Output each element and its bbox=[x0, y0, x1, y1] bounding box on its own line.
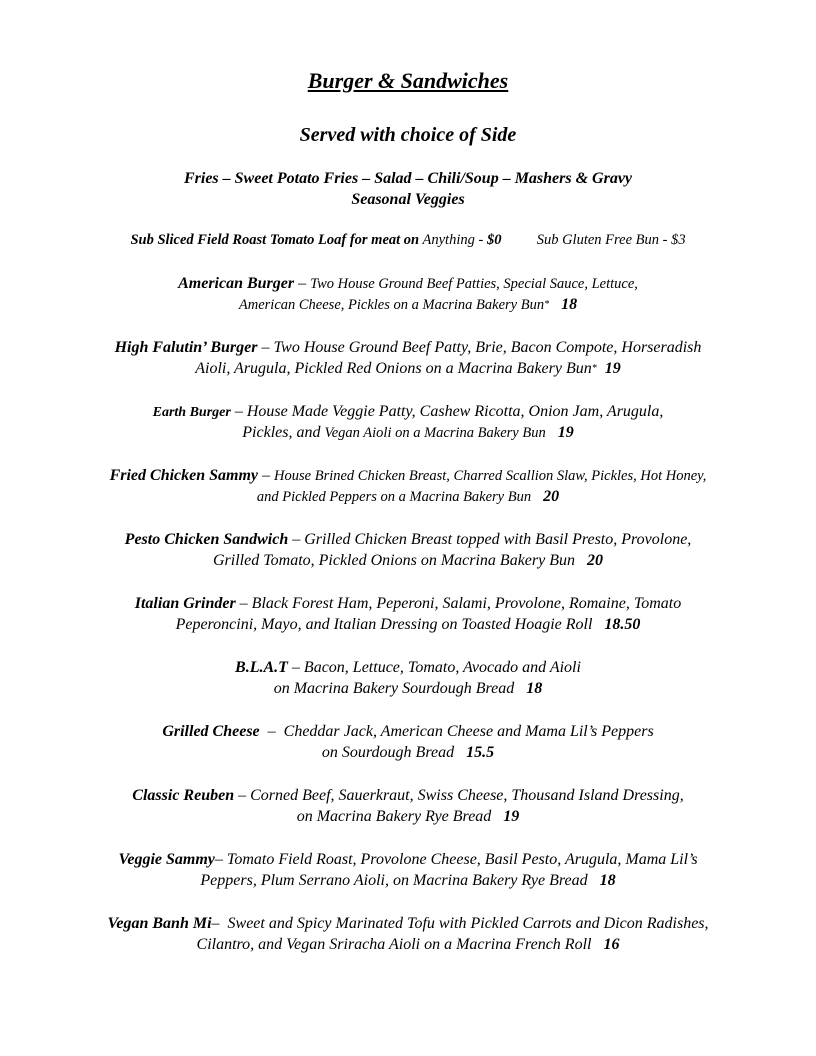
item-price: 19 bbox=[557, 424, 574, 441]
loaf-sub-anything: Anything bbox=[422, 232, 475, 248]
menu-item-blat-line-2 bbox=[0, 680, 816, 698]
page-title: Burger & Sandwiches bbox=[307, 68, 509, 93]
item-separator: – bbox=[287, 659, 304, 676]
item-description: Cheddar Jack, American Cheese and Mama Lil’s Peppers bbox=[283, 723, 654, 740]
item-description: Sweet and Spicy Marinated Tofu with Pickled Carrots and Dicon Radishes, bbox=[227, 915, 709, 932]
item-description: Two House Ground Beef Patties, Special Sauce, Lettuce, bbox=[310, 276, 638, 292]
item-name: Pesto Chicken Sandwich bbox=[124, 531, 289, 548]
item-price: 20 bbox=[543, 488, 560, 505]
menu-item-pesto-chicken-sandwich bbox=[0, 531, 816, 549]
menu-item-vegan-banh-mi bbox=[0, 915, 816, 933]
menu-item-earth-burger bbox=[0, 403, 816, 421]
menu-item-american-burger bbox=[0, 275, 816, 293]
item-separator: – bbox=[288, 531, 305, 548]
menu-item-grilled-cheese-line-2 bbox=[0, 744, 816, 762]
menu-item-fried-chicken-sammy-line-2 bbox=[0, 488, 816, 506]
menu-item-classic-reuben-line-2 bbox=[0, 808, 816, 826]
menu-item-high-falutin-burger bbox=[0, 339, 816, 357]
menu-item-blat bbox=[0, 659, 816, 677]
menu-item-high-falutin-burger-line-2 bbox=[0, 360, 816, 378]
item-separator: – bbox=[257, 339, 274, 356]
item-separator: – bbox=[259, 723, 284, 740]
item-name: Fried Chicken Sammy bbox=[109, 467, 259, 484]
item-price: 18.50 bbox=[604, 616, 641, 633]
item-description: Aioli, Arugula, Pickled Red Onions on a Macrina Bakery Bun bbox=[195, 360, 592, 377]
item-description: House Brined Chicken Breast, Charred Scallion Slaw, Pickles, Hot Honey, bbox=[274, 468, 707, 484]
item-description: Cilantro, and Vegan Sriracha Aioli on a Macrina French Roll bbox=[196, 936, 592, 953]
item-price: 20 bbox=[587, 552, 604, 569]
item-price: 19 bbox=[604, 360, 621, 377]
item-description: Tomato Field Roast, Provolone Cheese, Basil Pesto, Arugula, Mama Lil’s bbox=[226, 851, 698, 868]
item-separator: – bbox=[294, 275, 311, 292]
item-description: Bacon, Lettuce, Tomato, Avocado and Aioli bbox=[303, 659, 581, 676]
item-separator: – bbox=[211, 915, 228, 932]
item-name: Veggie Sammy bbox=[118, 851, 215, 868]
menu-item-vegan-banh-mi-line-2 bbox=[0, 936, 816, 954]
menu-item-veggie-sammy bbox=[0, 851, 816, 869]
item-description: Peppers, Plum Serrano Aioli, on Macrina Bakery Rye Bread bbox=[200, 872, 588, 889]
page-subtitle: Served with choice of Side bbox=[299, 124, 517, 146]
item-name: Vegan Banh Mi bbox=[107, 915, 212, 932]
menu-item-pesto-chicken-sandwich-line-2 bbox=[0, 552, 816, 570]
item-description: Pickles, and bbox=[242, 424, 325, 441]
gluten-free-sub-label: Sub Gluten Free Bun - $ bbox=[536, 232, 679, 248]
menu-item-veggie-sammy-line-2 bbox=[0, 872, 816, 890]
menu-item-italian-grinder bbox=[0, 595, 816, 613]
item-price: 15.5 bbox=[466, 744, 495, 761]
gluten-free-sub-price: 3 bbox=[678, 232, 686, 248]
item-description: on Sourdough Bread bbox=[321, 744, 455, 761]
item-price: 18 bbox=[599, 872, 616, 889]
item-name: Earth Burger bbox=[152, 405, 231, 420]
item-name: Classic Reuben bbox=[132, 787, 235, 804]
loaf-sub-dash: - bbox=[474, 232, 487, 248]
item-description: House Made Veggie Patty, Cashew Ricotta, Onion Jam, Arugula, bbox=[246, 403, 664, 420]
item-price: 18 bbox=[526, 680, 543, 697]
item-asterisk: * bbox=[591, 363, 597, 374]
item-separator: – bbox=[235, 595, 252, 612]
item-description: on Macrina Bakery Sourdough Bread bbox=[273, 680, 515, 697]
substitution-note bbox=[0, 232, 816, 249]
item-description: Two House Ground Beef Patty, Brie, Bacon Compote, Horseradish bbox=[273, 339, 702, 356]
loaf-sub-price: $0 bbox=[486, 232, 502, 248]
item-name: Grilled Cheese bbox=[162, 723, 260, 740]
item-description: Grilled Chicken Breast topped with Basil Presto, Provolone, bbox=[304, 531, 692, 548]
item-name: B.L.A.T bbox=[235, 659, 288, 676]
item-description-vegan: Vegan Aioli on a Macrina Bakery Bun bbox=[324, 425, 546, 441]
item-price: 19 bbox=[503, 808, 520, 825]
item-separator: – bbox=[234, 787, 251, 804]
item-description: on Macrina Bakery Rye Bread bbox=[296, 808, 492, 825]
menu-item-italian-grinder-line-2 bbox=[0, 616, 816, 634]
sides-list-line-2: Seasonal Veggies bbox=[351, 191, 465, 208]
item-description: Grilled Tomato, Pickled Onions on Macrina Bakery Bun bbox=[212, 552, 576, 569]
item-description: Corned Beef, Sauerkraut, Swiss Cheese, Thousand Island Dressing, bbox=[250, 787, 684, 804]
item-price: 18 bbox=[561, 296, 578, 313]
item-name: High Falutin’ Burger bbox=[114, 339, 258, 356]
loaf-sub-label: Sub Sliced Field Roast Tomato Loaf for meat on bbox=[130, 232, 420, 248]
menu-item-grilled-cheese bbox=[0, 723, 816, 741]
sides-list-line-1: Fries – Sweet Potato Fries – Salad – Chili/Soup – Mashers & Gravy bbox=[183, 170, 633, 187]
item-price: 16 bbox=[603, 936, 620, 953]
item-description: Black Forest Ham, Peperoni, Salami, Provolone, Romaine, Tomato bbox=[251, 595, 682, 612]
item-separator: – bbox=[230, 403, 247, 420]
item-separator: – bbox=[214, 851, 227, 868]
menu-item-earth-burger-line-2 bbox=[0, 424, 816, 442]
item-asterisk: * bbox=[544, 299, 550, 310]
item-description: Peperoncini, Mayo, and Italian Dressing on Toasted Hoagie Roll bbox=[175, 616, 593, 633]
item-description: and Pickled Peppers on a Macrina Bakery Bun bbox=[256, 489, 532, 505]
menu-item-classic-reuben bbox=[0, 787, 816, 805]
item-description: American Cheese, Pickles on a Macrina Bakery Bun bbox=[238, 297, 545, 313]
menu-item-fried-chicken-sammy bbox=[0, 467, 816, 485]
menu-item-american-burger-line-2 bbox=[0, 296, 816, 314]
item-name: American Burger bbox=[178, 275, 295, 292]
item-separator: – bbox=[258, 467, 275, 484]
item-name: Italian Grinder bbox=[134, 595, 236, 612]
